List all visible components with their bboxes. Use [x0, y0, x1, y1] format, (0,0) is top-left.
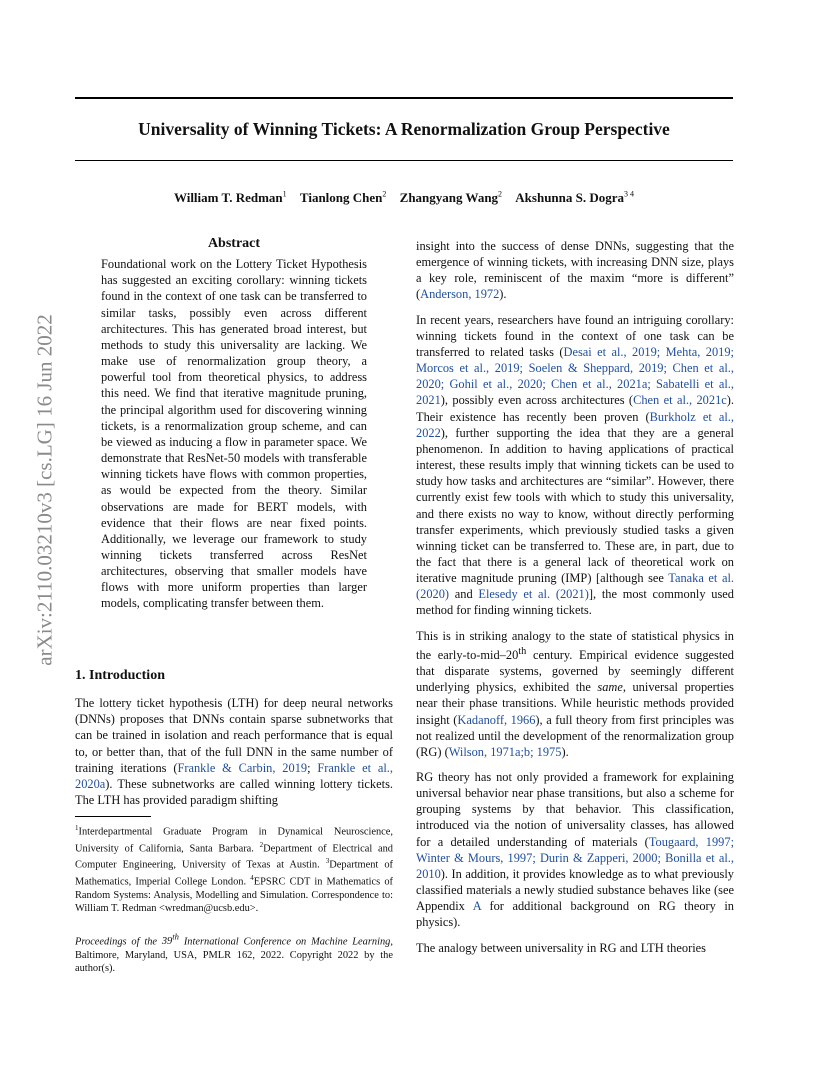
author-affiliation-mark: 2 [498, 190, 503, 199]
citation-link[interactable]: Kadanoff, 1966 [457, 712, 536, 727]
text-run: ). In addition, it provides knowledge as to what previously classified materials a newly studied substance behaves like (see Appendix [416, 866, 734, 914]
text-run: , Baltimore, Maryland, USA, PMLR 162, 2022. Copyright 2022 by the author(s). [75, 936, 393, 974]
introduction-section [75, 668, 393, 816]
text-run: ). [499, 287, 507, 302]
text-run: century. Empirical evidence suggested that disparate systems, governed by seemingly different underlying physics, exhibited the [416, 647, 735, 695]
intro-paragraph [75, 695, 393, 808]
text-run: ; [307, 760, 318, 775]
author [300, 190, 387, 205]
citation-link[interactable]: Anderson, 1972 [420, 287, 500, 302]
body-paragraph [416, 238, 734, 303]
abstract-section [101, 236, 367, 620]
text-run: ), a full theory from first principles was not realized until the development of the renormalization group (RG) ( [416, 712, 735, 759]
author [174, 190, 287, 205]
body-paragraph [416, 312, 734, 619]
text-run: In recent years, researchers have found an intriguing corollary: winning tickets found in the context of one task can be transferred to related tasks ( [416, 312, 734, 359]
text-run: ). These subnetworks are called winning lottery tickets. The LTH has provided paradigm shifting [75, 776, 393, 808]
text-run: ), further supporting the idea that they are a general phenomenon. In addition to having applications of practical interest, these results imply that winning tickets can be used to study how tasks and architectures are “similar”. However, there currently exist few tools with which to study this universality, and there exists no way to know, without directly performing transfer experiments, which previously studied tasks a given winning ticket can be transferred to. These are, in part, due to the fact that there is a general lack of theoretical work on iterative magnitude pruning (IMP) [although see [416, 425, 734, 586]
text-run: ), possibly even across architectures ( [440, 393, 634, 408]
footnote-mark: 1 [75, 824, 79, 832]
author-name: Tianlong Chen [299, 190, 383, 206]
author [515, 190, 634, 205]
text-run: International Conference on Machine Learning [178, 936, 391, 948]
text-run: Interdepartmental Graduate Program in Dynamical Neuroscience, University of California, Santa Barbara. [75, 826, 393, 855]
text-run: Department of Mathematics, Imperial College London. [75, 859, 393, 888]
text-run: for additional background on RG theory in physics). [416, 899, 734, 930]
text-run: RG theory has not only provided a framework for explaining universal behavior near phase transitions, but also a scheme for grouping systems by that behavior. This classification, introduced via the notion of universality classes, has allowed for a detailed understanding of materials ( [416, 769, 734, 849]
citation-link[interactable]: Tougaard, 1997; Winter & Mours, 1997; Durin & Zapperi, 2000; Bonilla et al., 2010 [416, 834, 735, 881]
abstract-text: Foundational work on the Lottery Ticket Hypothesis has suggested an exciting corollary: winning tickets found in the context of one task can be transferred to similar tasks, possibly even across different architectures. This has generated broad interest, but methods to study this universality are lacking. We make use of renormalization group theory, a powerful tool from theoretical physics, to address this need. We find that iterative magnitude pruning, the principal algorithm used for discovering winning tickets, is a renormalization group scheme, and can be viewed as inducing a flow in parameter space. We demonstrate that ResNet-50 models with transferable winning tickets have flows with common properties, as would be expected from the theory. Similar observations are made for BERT models, with evidence that their flows are near fixed points. Additionally, we leverage our framework to study winning tickets transferred across ResNet architectures, observing that smaller models have flows with more uniform properties than larger models, complicating transfer between them. [101, 257, 367, 611]
citation-link[interactable]: Burkholz et al., 2022 [416, 409, 734, 440]
text-run: , universal properties near their phase transitions. While heuristic methods provided insight ( [416, 680, 734, 727]
text-run: EPSRC CDT in Mathematics of Random Systems: Analysis, Modelling and Simulation. Correspondence to: William T. Redman <wredman@ucsb.edu>. [75, 876, 393, 914]
section-heading: 1. Introduction [75, 668, 165, 683]
text-run: ], the most commonly used method for finding winning tickets. [416, 587, 734, 618]
text-run: and [449, 587, 479, 602]
author-affiliation-mark: 1 [282, 190, 287, 199]
text-run: th [518, 645, 527, 657]
text-run: The lottery ticket hypothesis (LTH) for deep neural networks (DNNs) proposes that DNNs contain sparse subnetworks that can be trained in isolation and reach performance that is equal to, or better than, that of the full DNN in the same number of training iterations ( [75, 696, 393, 775]
footnote-mark: 4 [250, 874, 254, 883]
author-list [75, 190, 733, 206]
text-run: insight into the success of dense DNNs, suggesting that the emergence of winning tickets, with increasing DNN size, plays a key role, reminiscent of the maxim “more is different” ( [416, 239, 734, 302]
author-affiliation-mark: 3 4 [624, 190, 635, 199]
paper-title: Universality of Winning Tickets: A Renormalization Group Perspective [138, 119, 670, 139]
arxiv-side-stamp: arXiv:2110.03210v3 [cs.LG] 16 Jun 2022 [32, 314, 57, 666]
body-paragraph: The analogy between universality in RG and LTH theories [416, 940, 706, 955]
author-name: Zhangyang Wang [399, 190, 499, 206]
citation-link[interactable]: Wilson, 1971a;b; 1975 [448, 744, 562, 759]
top-rule [75, 97, 733, 99]
author-affiliation-mark: 2 [382, 190, 387, 199]
emphasis: same [597, 680, 623, 695]
citation-link[interactable]: Frankle & Carbin, 2019 [177, 760, 308, 775]
text-run: 39 [161, 936, 173, 948]
footnote-rule [75, 816, 151, 817]
author-name: Akshunna S. Dogra [515, 190, 625, 206]
citation-link[interactable]: Frankle et al., 2020a [75, 760, 394, 791]
text-run: This is in striking analogy to the state of statistical physics in the early-to-mid–20 [416, 628, 734, 662]
affiliations-footnote [75, 822, 393, 915]
abstract-heading: Abstract [207, 236, 261, 251]
text-run: ). [561, 744, 569, 759]
footnote-mark: 2 [259, 840, 264, 849]
text-run: th [172, 932, 179, 942]
citation-link[interactable]: Tanaka et al. (2020) [416, 571, 734, 602]
right-column [416, 238, 734, 965]
footnote-mark: 3 [325, 857, 330, 866]
body-paragraph [416, 769, 734, 931]
appendix-link[interactable]: A [472, 899, 481, 914]
text-run: ). Their existence has recently been proven ( [416, 393, 734, 424]
title-bottom-rule [75, 160, 733, 161]
text-run: Department of Electrical and Computer Engineering, University of Texas at Austin. [75, 843, 393, 871]
author [400, 190, 502, 205]
proceedings-note [75, 931, 393, 975]
body-paragraph [416, 628, 734, 760]
author-name: William T. Redman [173, 190, 283, 206]
text-run: Proceedings of the [75, 936, 162, 948]
citation-link[interactable]: Elesedy et al. (2021) [478, 587, 589, 602]
citation-link[interactable]: Chen et al., 2021c [633, 393, 727, 408]
citation-link[interactable]: Desai et al., 2019; Mehta, 2019; Morcos et al., 2019; Soelen & Sheppard, 2019; Chen et al., 2020; Gohil et al., 2020; Chen et al., 2021a; Sabatelli et al., 2021 [416, 344, 734, 408]
